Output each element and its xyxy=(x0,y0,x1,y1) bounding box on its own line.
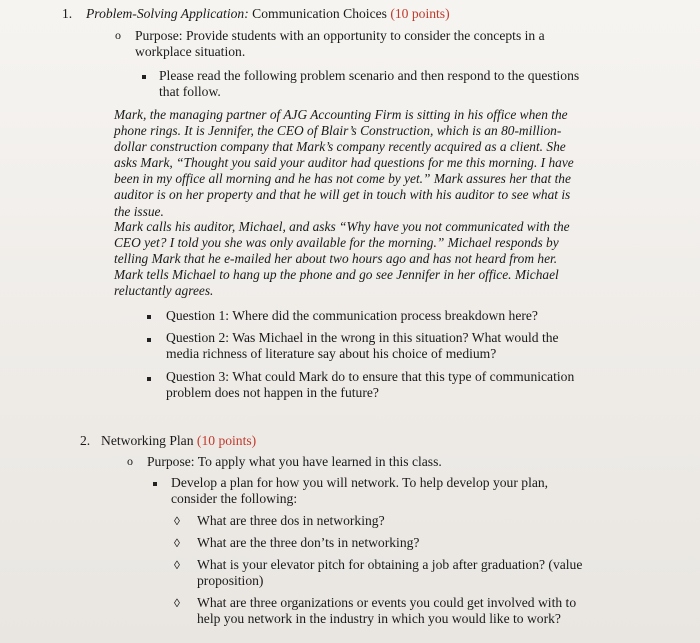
diamond-bullet-icon: ◊ xyxy=(174,558,180,572)
square-bullet-icon xyxy=(147,338,151,342)
question-3-line2: problem does not happen in the future? xyxy=(166,385,379,400)
diamond-bullet-icon: ◊ xyxy=(174,536,180,550)
networking-item-4-line2: help you network in the industry in which you would like to work? xyxy=(197,611,561,626)
section1-number: 1. xyxy=(62,6,73,21)
square-bullet-icon xyxy=(147,377,151,381)
circle-bullet-icon: o xyxy=(127,454,133,468)
section2-points: (10 points) xyxy=(196,433,257,448)
scenario-line: reluctantly agrees. xyxy=(114,283,214,299)
diamond-bullet-icon: ◊ xyxy=(174,514,180,528)
scenario-line: Mark calls his auditor, Michael, and asks “Why have you not communicated with the xyxy=(114,219,570,234)
diamond-bullet-icon: ◊ xyxy=(174,596,180,610)
square-bullet-icon xyxy=(147,315,151,319)
networking-item-2: What are the three don’ts in networking? xyxy=(197,535,420,550)
section2-develop-line1: Develop a plan for how you will network. To help develop your plan, xyxy=(171,475,549,490)
circle-bullet-icon: o xyxy=(115,28,121,42)
question-3-line1: Question 3: What could Mark do to ensure that this type of communication xyxy=(166,369,575,384)
networking-item-4-line1: What are three organizations or events you could get involved with to xyxy=(197,595,577,610)
section1-heading xyxy=(86,6,450,22)
section1-purpose-line2: workplace situation. xyxy=(135,44,246,59)
section1-title-rest: Communication Choices xyxy=(248,6,387,21)
question-1: Question 1: Where did the communication process breakdown here? xyxy=(166,308,538,323)
networking-item-3-line1: What is your elevator pitch for obtaining a job after graduation? (value xyxy=(197,557,583,572)
scenario-line: telling Mark that he e-mailed her about two hours ago and has not heard from her. xyxy=(114,251,558,267)
scenario-line: auditor is on her property and that he will get in touch with his auditor to see what is xyxy=(114,187,571,203)
section1-points: (10 points) xyxy=(390,6,450,21)
section2-number: 2. xyxy=(80,433,91,448)
section2-purpose: Purpose: To apply what you have learned in this class. xyxy=(147,454,442,469)
section1-title: Problem-Solving Application: xyxy=(86,6,249,21)
scenario-line: the issue. xyxy=(114,203,164,219)
question-2-line1: Question 2: Was Michael in the wrong in this situation? What would the xyxy=(166,330,559,345)
question-2-line2: media richness of literature say about his choice of medium? xyxy=(166,346,497,361)
section2-develop-line2: consider the following: xyxy=(171,491,298,506)
section1-instruction-line2: that follow. xyxy=(159,84,221,99)
networking-item-3-line2: proposition) xyxy=(197,573,264,588)
square-bullet-icon xyxy=(142,75,146,79)
scenario-line: phone rings. It is Jennifer, the CEO of Blair’s Construction, which is an 80-million- xyxy=(114,123,562,139)
scenario-line: Mark, the managing partner of AJG Accounting Firm is sitting in his office when the xyxy=(114,107,568,122)
networking-item-1: What are three dos in networking? xyxy=(197,513,385,528)
scenario-line: been in my office all morning and he has not come by yet.” Mark assures her that the xyxy=(114,171,571,187)
section1-purpose-line1: Purpose: Provide students with an opportunity to consider the concepts in a xyxy=(135,28,545,43)
scenario-line: asks Mark, “Thought you said your auditor had questions for me this morning. I have xyxy=(114,155,574,171)
section1-instruction-line1: Please read the following problem scenario and then respond to the questions xyxy=(159,68,580,83)
section2-heading xyxy=(101,433,256,449)
section2-title: Networking Plan xyxy=(101,433,194,448)
scenario-paragraph-1 xyxy=(114,107,574,220)
scenario-paragraph-2 xyxy=(114,219,570,299)
scenario-line: dollar construction company that Mark’s company recently acquired as a client. She xyxy=(114,139,566,155)
square-bullet-icon xyxy=(153,482,157,486)
scenario-line: CEO yet? I told you she was only available for the morning.” Michael responds by xyxy=(114,235,559,251)
scenario-line: Mark tells Michael to hang up the phone and go see Jennifer in her office. Michael xyxy=(114,267,559,283)
